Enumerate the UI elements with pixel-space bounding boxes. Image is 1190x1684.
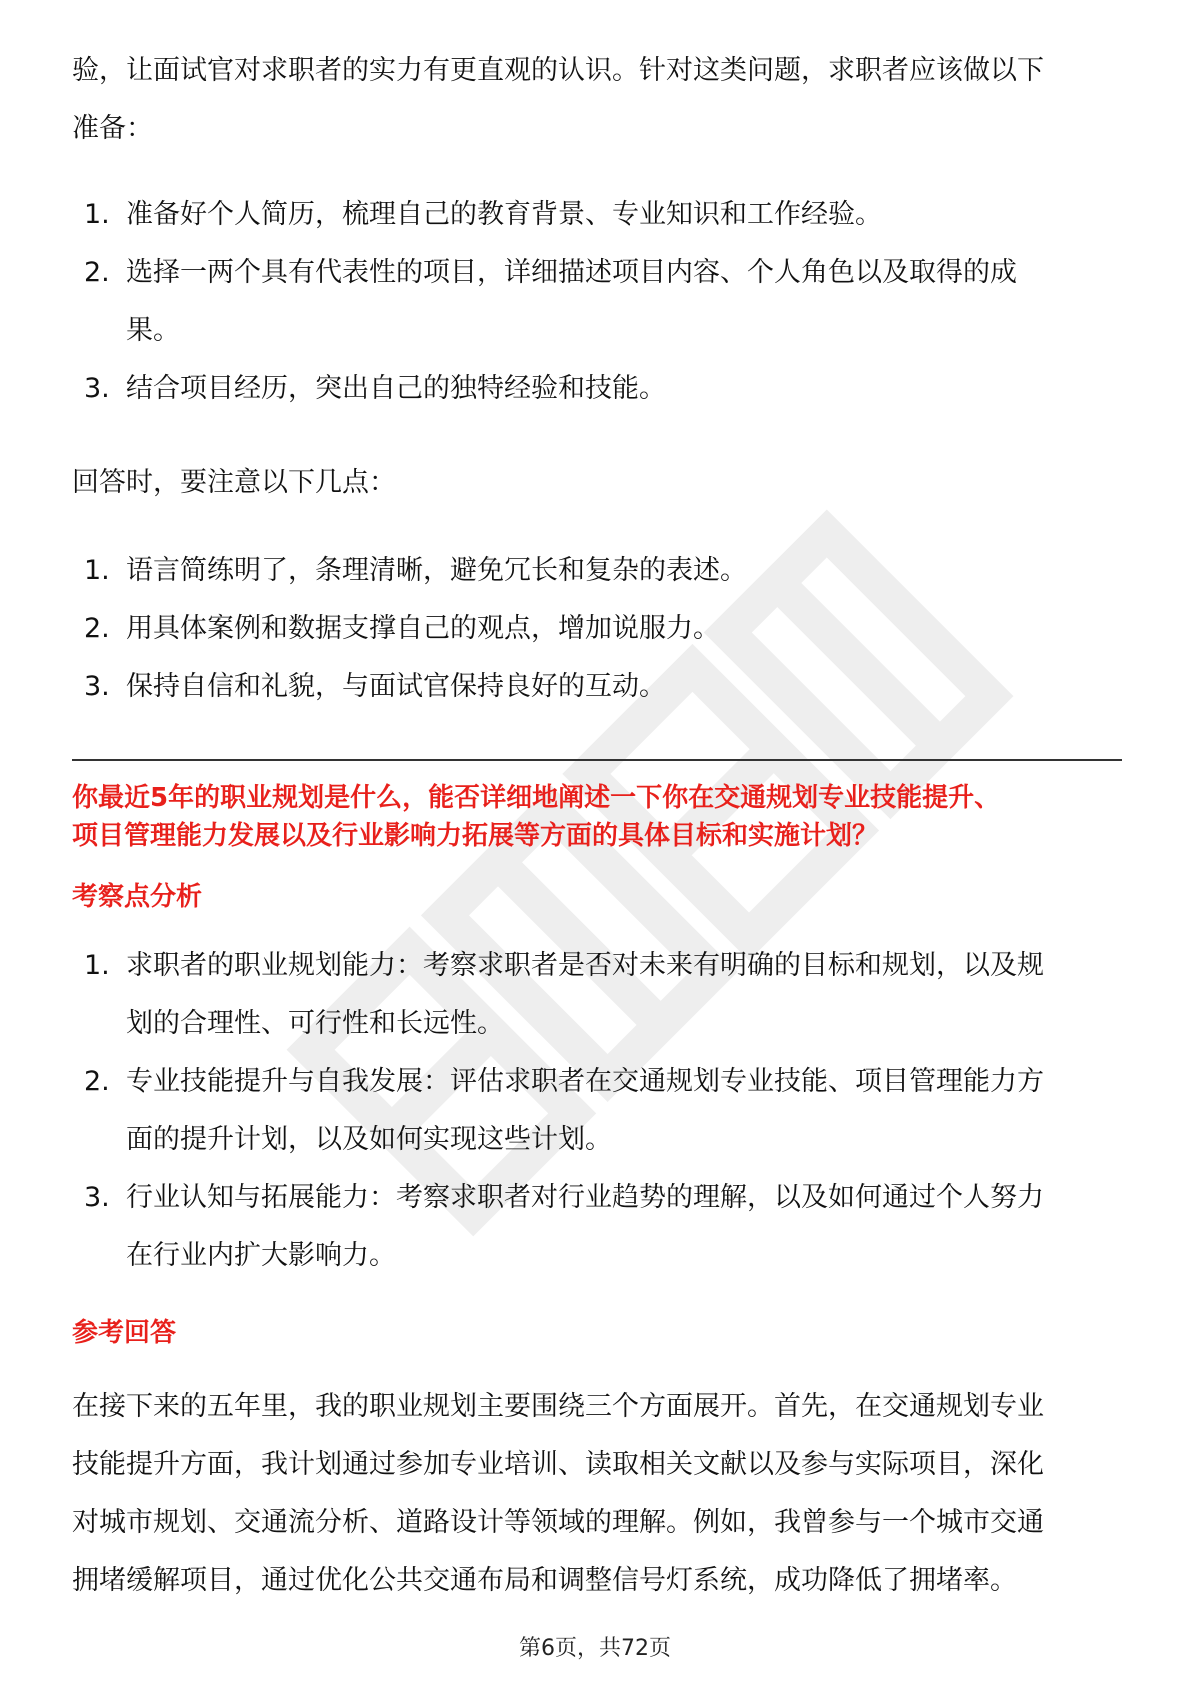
list-item — [0, 658, 1190, 716]
list-number: 2. — [84, 613, 110, 644]
list-text-continued: 果。 — [126, 315, 180, 346]
list-item — [0, 360, 1190, 418]
list-text: 准备好个人简历，梳理自己的教育背景、专业知识和工作经验。 — [126, 199, 882, 230]
list-text: 结合项目经历，突出自己的独特经验和技能。 — [126, 373, 666, 404]
list-number: 1. — [84, 199, 110, 230]
list-item — [0, 244, 1190, 360]
list-item — [0, 1169, 1190, 1285]
list-item — [0, 542, 1190, 600]
list-number: 1. — [84, 950, 110, 981]
list-text-continued: 面的提升计划，以及如何实现这些计划。 — [126, 1124, 612, 1155]
section-divider — [72, 759, 1122, 761]
list-number: 3. — [84, 373, 110, 404]
intro-line-2: 准备： — [72, 113, 153, 144]
answer-line-4: 拥堵缓解项目，通过优化公共交通布局和调整信号灯系统，成功降低了拥堵率。 — [72, 1565, 1017, 1596]
question-line-1: 你最近5年的职业规划是什么，能否详细地阐述一下你在交通规划专业技能提升、 — [72, 783, 1001, 813]
list-text: 求职者的职业规划能力：考察求职者是否对未来有明确的目标和规划，以及规 — [126, 950, 1044, 981]
list-item — [0, 1053, 1190, 1169]
answer-line-1: 在接下来的五年里，我的职业规划主要围绕三个方面展开。首先，在交通规划专业 — [72, 1391, 1044, 1422]
answer-note: 回答时，要注意以下几点： — [72, 467, 396, 498]
list-text: 选择一两个具有代表性的项目，详细描述项目内容、个人角色以及取得的成 — [126, 257, 1017, 288]
notes-list — [0, 542, 1190, 716]
list-number: 3. — [84, 671, 110, 702]
list-text: 语言简练明了，条理清晰，避免冗长和复杂的表述。 — [126, 555, 747, 586]
page-number: 第6页，共72页 — [519, 1636, 671, 1661]
reference-heading: 参考回答 — [72, 1318, 177, 1348]
question-title — [72, 779, 1132, 855]
analysis-list — [0, 937, 1190, 1285]
question-line-2: 项目管理能力发展以及行业影响力拓展等方面的具体目标和实施计划？ — [72, 821, 879, 851]
list-number: 2. — [84, 1066, 110, 1097]
answer-line-2: 技能提升方面，我计划通过参加专业培训、读取相关文献以及参与实际项目，深化 — [72, 1449, 1044, 1480]
list-item — [0, 186, 1190, 244]
list-text: 保持自信和礼貌，与面试官保持良好的互动。 — [126, 671, 666, 702]
list-number: 3. — [84, 1182, 110, 1213]
list-text-continued: 在行业内扩大影响力。 — [126, 1240, 396, 1271]
intro-paragraph — [72, 42, 1122, 158]
analysis-heading: 考察点分析 — [72, 882, 203, 912]
list-item — [0, 937, 1190, 1053]
reference-answer — [72, 1378, 1122, 1610]
list-text: 用具体案例和数据支撑自己的观点，增加说服力。 — [126, 613, 720, 644]
list-number: 1. — [84, 555, 110, 586]
list-number: 2. — [84, 257, 110, 288]
intro-line-1: 验，让面试官对求职者的实力有更直观的认识。针对这类问题，求职者应该做以下 — [72, 55, 1044, 86]
prep-list — [0, 186, 1190, 418]
list-text-continued: 划的合理性、可行性和长远性。 — [126, 1008, 504, 1039]
answer-line-3: 对城市规划、交通流分析、道路设计等领域的理解。例如，我曾参与一个城市交通 — [72, 1507, 1044, 1538]
list-text: 专业技能提升与自我发展：评估求职者在交通规划专业技能、项目管理能力方 — [126, 1066, 1044, 1097]
list-text: 行业认知与拓展能力：考察求职者对行业趋势的理解，以及如何通过个人努力 — [126, 1182, 1044, 1213]
list-item — [0, 600, 1190, 658]
